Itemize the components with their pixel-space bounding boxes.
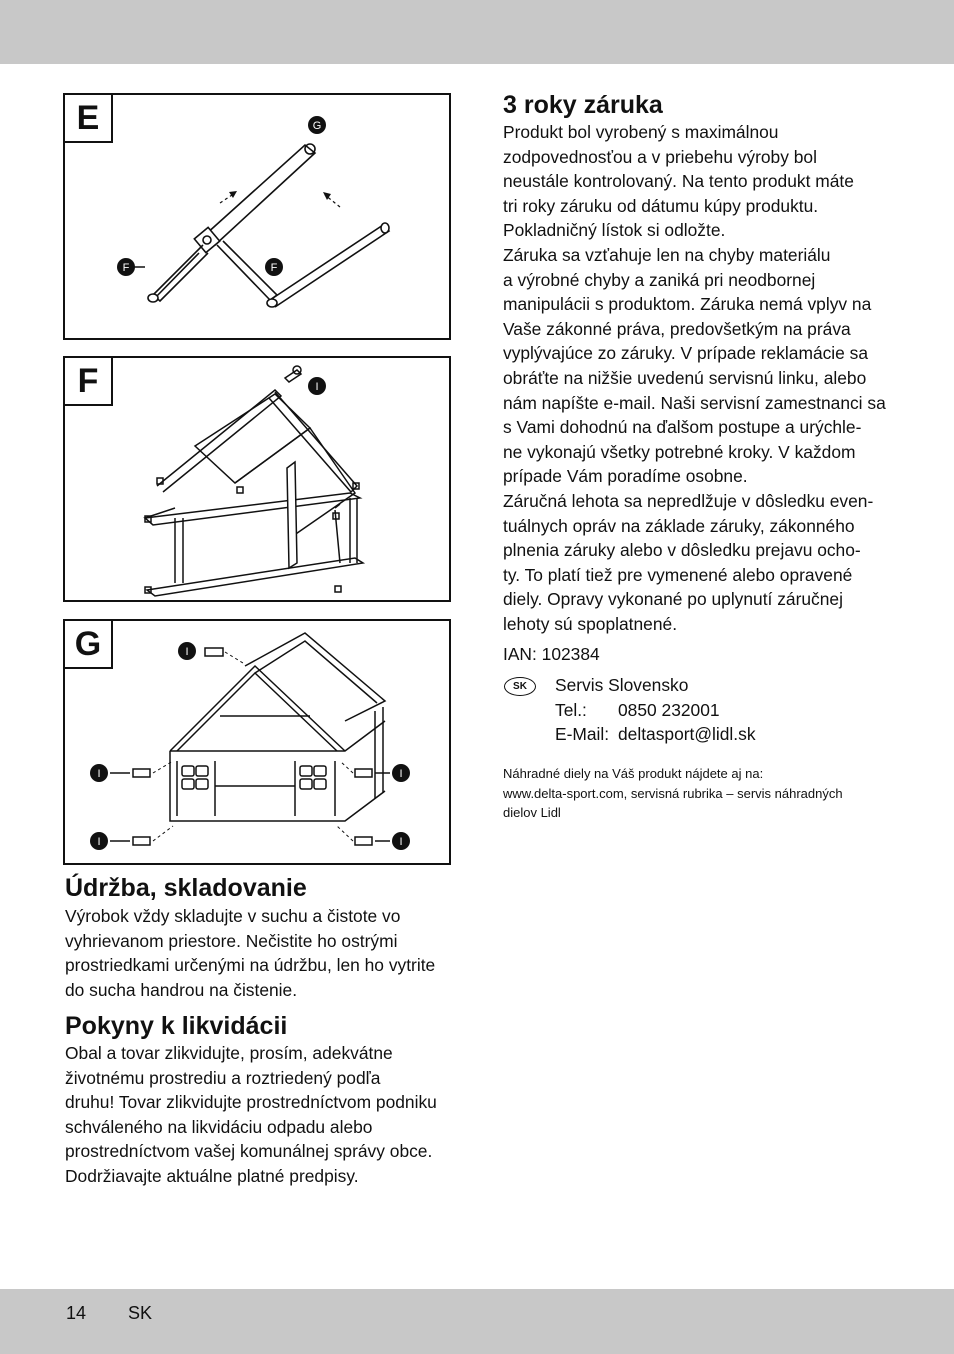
label-i: I (315, 381, 319, 393)
disposal-line: Obal a tovar zlikvidujte, prosím, adekvátne (65, 1043, 393, 1063)
warranty-text (503, 120, 886, 636)
label-i5: I (399, 836, 403, 848)
warranty-line: ne vykonajú všetky potrebné kroky. V každom (503, 441, 856, 462)
warranty-line: Vaše zákonné práva, predovšetkým na práva (503, 318, 851, 339)
warranty-line: tri roky záruku od dátumu kúpy produktu. (503, 195, 819, 216)
disposal-line: životnému prostrediu a roztriedený podľa (65, 1067, 381, 1088)
warranty-line: nám napíšte e-mail. Naši servisní zamestnanci sa (503, 392, 886, 413)
disposal-heading: Pokyny k likvidácii (65, 1012, 288, 1040)
label-f-left: F (122, 262, 130, 274)
figure-f (63, 356, 451, 602)
ian-number: IAN: 102384 (503, 644, 600, 664)
figure-e-tag: E (63, 93, 113, 143)
warranty-line: zodpovednosťou a v priebehu výroby bol (503, 146, 817, 167)
maintenance-line: Výrobok vždy skladujte v suchu a čistote vo (65, 906, 401, 926)
spare-parts-note (503, 764, 843, 823)
figure-g-drawing (65, 621, 453, 867)
label-i3: I (97, 836, 101, 848)
warranty-line: tuálnych opráv na základe záruky, zákonného (503, 515, 855, 536)
warranty-line: obráťte na nižšie uvedenú servisnú linku, alebo (503, 367, 867, 388)
warranty-line: s Vami dohodnú na ďalšom postupe a urýchle- (503, 417, 862, 438)
disposal-line: druhu! Tovar zlikvidujte prostredníctvom podniku (65, 1092, 437, 1113)
maintenance-line: vyhrievanom priestore. Nečistite ho ostrými (65, 930, 398, 951)
warranty-heading: 3 roky záruka (503, 91, 663, 119)
email-value: deltasport@lidl.sk (618, 724, 756, 744)
warranty-line: diely. Opravy vykonané po uplynutí záručnej (503, 589, 843, 610)
spare-parts-line: Náhradné diely na Váš produkt nájdete aj na: (503, 766, 764, 781)
page-number: 14 (66, 1303, 87, 1323)
figure-f-drawing (65, 358, 453, 604)
figure-e (63, 93, 451, 340)
disposal-line: Dodržiavajte aktuálne platné predpisy. (65, 1165, 359, 1186)
figure-g (63, 619, 451, 865)
disposal-text (65, 1041, 437, 1189)
warranty-line: neustále kontrolovaný. Na tento produkt máte (503, 171, 854, 192)
spare-parts-line: www.delta-sport.com, servisná rubrika – servis náhradných (503, 785, 843, 801)
tel-label: Tel.: (555, 700, 587, 720)
tel-value: 0850 232001 (618, 700, 720, 720)
figure-e-drawing (65, 95, 453, 342)
warranty-line: ty. To platí tiež pre vymenené alebo opravené (503, 564, 853, 585)
maintenance-line: prostriedkami určenými na údržbu, len ho vytrite (65, 955, 436, 976)
maintenance-line: do sucha handrou na čistenie. (65, 979, 298, 1000)
label-i1: I (185, 646, 189, 658)
warranty-line: vyplývajúce zo záruky. V prípade reklamácie sa (503, 343, 869, 364)
maintenance-text (65, 904, 435, 1002)
figure-f-tag: F (63, 356, 113, 406)
warranty-line: lehoty sú spoplatnené. (503, 613, 678, 634)
email-label: E-Mail: (555, 724, 610, 744)
maintenance-heading: Údržba, skladovanie (65, 874, 307, 902)
warranty-line: manipulácii s produktom. Záruka nemá vplyv na (503, 294, 872, 315)
warranty-line: Produkt bol vyrobený s maximálnou (503, 122, 779, 142)
label-f-right: F (270, 262, 278, 274)
spare-parts-line: dielov Lidl (503, 805, 561, 820)
label-i2: I (97, 768, 101, 780)
disposal-line: schváleného na likvidáciu odpadu alebo (65, 1116, 373, 1137)
warranty-line: a výrobné chyby a zaniká pri neodbornej (503, 269, 816, 290)
disposal-line: prostredníctvom vašej komunálnej správy obce. (65, 1141, 433, 1162)
warranty-line: Záručná lehota sa nepredlžuje v dôsledku even- (503, 490, 874, 511)
language-code: SK (128, 1303, 153, 1323)
label-i4: I (399, 768, 403, 780)
country-badge: SK (504, 677, 536, 696)
warranty-line: plnenia záruky alebo v dôsledku prejavu ocho- (503, 540, 861, 561)
warranty-line: Pokladničný lístok si odložte. (503, 220, 726, 241)
warranty-line: prípade Vám poradíme osobne. (503, 466, 748, 487)
header-bar (0, 0, 954, 64)
figure-g-tag: G (63, 619, 113, 669)
label-g: G (312, 120, 322, 132)
service-name: Servis Slovensko (555, 675, 689, 695)
warranty-line: Záruka sa vzťahuje len na chyby materiálu (503, 244, 831, 265)
